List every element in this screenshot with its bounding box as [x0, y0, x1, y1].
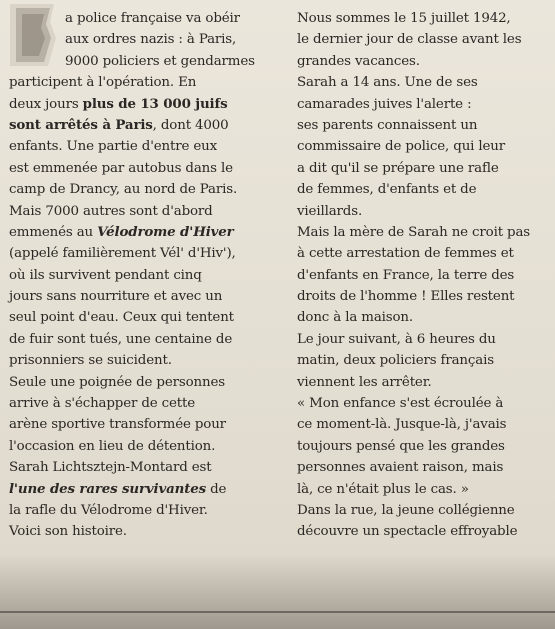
text-line: jours sans nourriture et avec un [9, 289, 223, 305]
text-line: « Mon enfance s'est écroulée à [297, 396, 504, 412]
text-line: ses parents connaissent un [297, 117, 478, 133]
text-line: d'enfants en France, la terre des [297, 267, 515, 283]
left-column [9, 8, 281, 543]
text-line: (appelé familièrement Vél' d'Hiv'), [9, 246, 236, 262]
text-line: prisonniers se suicident. [9, 353, 172, 369]
text-line: grandes vacances. [297, 53, 420, 69]
bold-text: plus de 13 000 juifs [82, 95, 228, 112]
text-line: participent à l'opération. En [9, 75, 197, 91]
text-line: commissaire de police, qui leur [297, 139, 506, 155]
text-line: là, ce n'était plus le cas. » [297, 481, 469, 497]
text-line: 9000 policiers et gendarmes [65, 53, 255, 69]
text-line: ce moment-là. Jusque-là, j'avais [297, 417, 507, 433]
text-line: Nous sommes le 15 juillet 1942, [297, 11, 511, 26]
text-line: seul point d'eau. Ceux qui tentent [9, 310, 234, 326]
text-line: emmenés au Vélodrome d'Hiver [9, 223, 234, 240]
text-line: donc à la maison. [297, 310, 414, 326]
text-line: le dernier jour de classe avant les [297, 32, 522, 48]
text-line: découvre un spectacle effroyable [297, 524, 518, 540]
text-line: arrive à s'échapper de cette [9, 396, 196, 412]
text-line: enfants. Une partie d'entre eux [9, 139, 217, 155]
text-line: Sarah a 14 ans. Une de ses [297, 75, 478, 91]
text-line: personnes avaient raison, mais [297, 460, 504, 476]
text-line: Seule une poignée de personnes [9, 374, 225, 390]
text-line: est emmenée par autobus dans le [9, 160, 233, 176]
page-fold-line [0, 611, 555, 613]
text-line: Mais 7000 autres sont d'abord [9, 203, 213, 219]
text-line: Mais la mère de Sarah ne croit pas [297, 224, 531, 240]
text-line: l'une des rares survivantes de [9, 480, 227, 497]
text-line: matin, deux policiers français [297, 353, 494, 369]
text-line: la rafle du Vélodrome d'Hiver. [9, 502, 208, 518]
text-line: aux ordres nazis : à Paris, [65, 32, 237, 48]
bold-text: sont arrêtés à Paris [9, 116, 153, 133]
text-line: Sarah Lichtsztejn-Montard est [9, 460, 212, 476]
text-line: camp de Drancy, au nord de Paris. [9, 182, 238, 198]
text-line: toujours pensé que les grandes [297, 438, 505, 454]
text-line: viennent les arrêter. [297, 374, 432, 390]
right-column [297, 8, 552, 543]
text-line: camarades juives l'alerte : [297, 96, 472, 112]
bold-italic-text: Vélodrome d'Hiver [97, 223, 234, 240]
text-line: Dans la rue, la jeune collégienne [297, 502, 515, 518]
text-line: vieillards. [297, 203, 363, 219]
bold-italic-text: l'une des rares survivantes [9, 480, 207, 497]
text-line: l'occasion en lieu de détention. [9, 438, 216, 454]
text-line: à cette arrestation de femmes et [297, 246, 514, 262]
text-line: arène sportive transformée pour [9, 417, 226, 433]
text-line: Le jour suivant, à 6 heures du [297, 331, 496, 347]
text-line: de fuir sont tués, une centaine de [9, 331, 233, 347]
text-line: a dit qu'il se prépare une rafle [297, 160, 499, 176]
page-shadow [0, 554, 555, 629]
text-line: droits de l'homme ! Elles restent [297, 289, 515, 305]
text-line: Voici son histoire. [9, 524, 127, 540]
text-line: sont arrêtés à Paris, dont 4000 [9, 116, 229, 133]
text-line: a police française va obéir [65, 11, 240, 26]
text-line: de femmes, d'enfants et de [297, 182, 477, 198]
text-line: deux jours plus de 13 000 juifs [9, 95, 228, 112]
text-line: où ils survivent pendant cinq [9, 267, 202, 283]
